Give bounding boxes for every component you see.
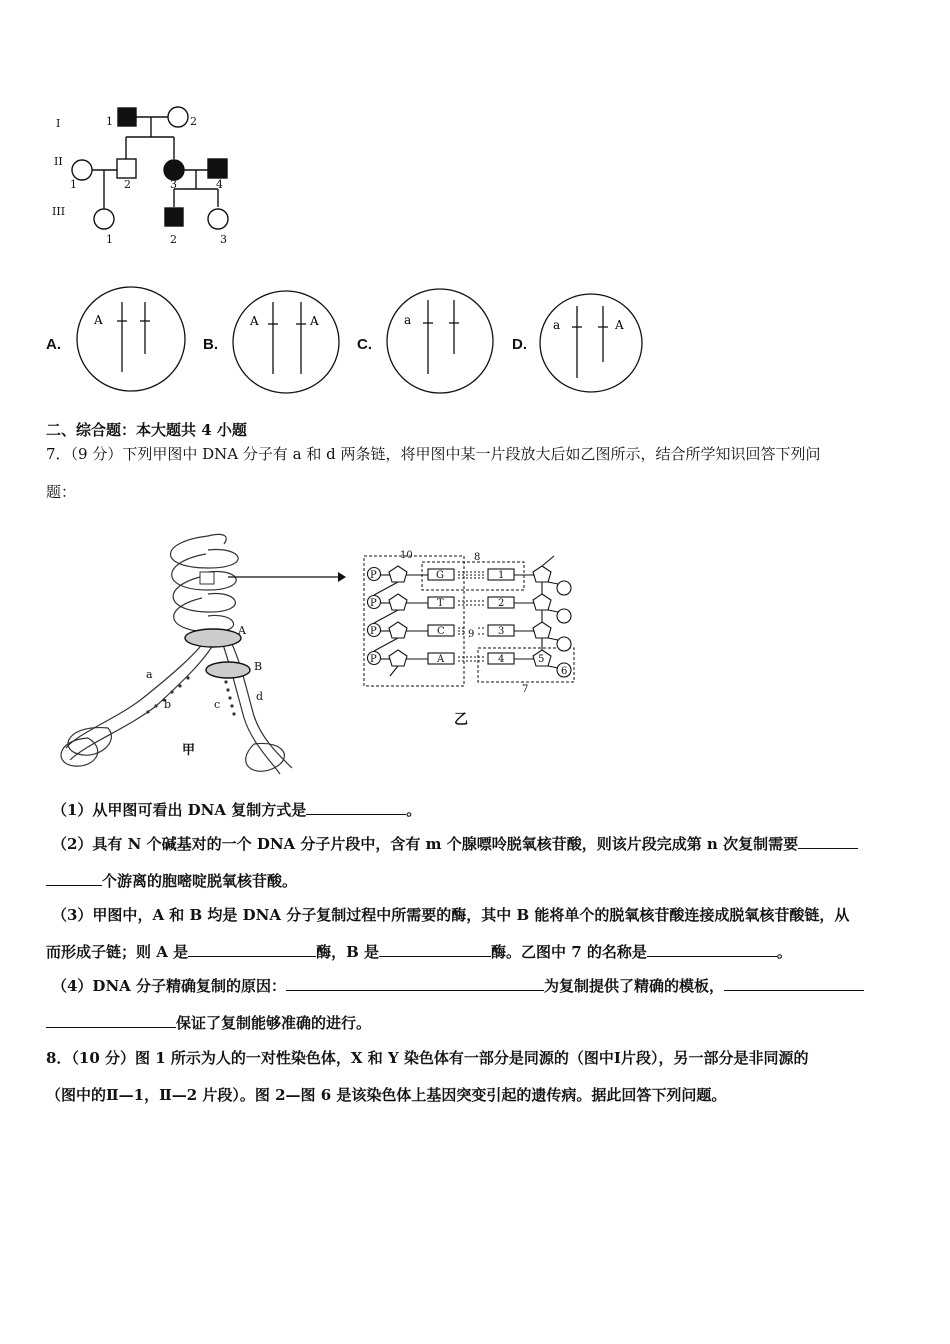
label-5: 5 — [538, 654, 545, 665]
q7-sub2-line2 — [46, 870, 297, 892]
gen2-female-1 — [72, 160, 92, 180]
gen3-num-2: 2 — [170, 233, 177, 246]
figure-yi-dna-fragment — [360, 548, 590, 728]
figure-yi-label: 乙 — [454, 712, 468, 728]
q7-sub4-blank-a[interactable] — [286, 975, 544, 991]
q7-sub3-line2 — [46, 941, 792, 963]
option-b-cell-diagram[interactable] — [230, 288, 342, 396]
section-title: 二、综合题：本大题共 4 小题 — [46, 421, 247, 439]
q7-sub2-blank-a[interactable] — [798, 833, 858, 849]
q7-sub3-line1: （3）甲图中，A 和 B 均是 DNA 分子复制过程中所需要的酶，其中 B 能将单个的脱氧核苷酸连接成脱氧核苷酸链，从 — [52, 906, 850, 924]
q7-sub3-blank-b[interactable] — [379, 941, 491, 957]
q7-sub4-text-2: 为复制提供了精确的模板， — [544, 977, 725, 995]
q7-sub4-text-3: 保证了复制能够准确的进行。 — [176, 1014, 372, 1032]
gen2-num-3: 3 — [170, 178, 177, 191]
q7-intro-line1: 7．（9 分）下列甲图中 DNA 分子有 a 和 d 两条链，将甲图中某一片段放大后如乙图所示，结合所学知识回答下列问 — [46, 445, 821, 463]
pedigree-chart — [40, 95, 260, 250]
base-g: G — [436, 570, 444, 581]
gen1-male-affected — [118, 108, 136, 126]
option-d-left-allele: a — [553, 318, 561, 332]
option-d-cell-diagram[interactable] — [537, 290, 645, 396]
gen1-num-1: 1 — [106, 115, 113, 128]
label-10: 10 — [400, 550, 413, 561]
q7-sub4-blank-b[interactable] — [724, 975, 864, 991]
option-d-right-allele: A — [615, 318, 624, 332]
q7-sub2-line1 — [52, 833, 858, 855]
option-b-left-allele: A — [250, 314, 259, 328]
base-c: C — [437, 626, 445, 637]
q7-sub4-line2 — [46, 1012, 371, 1034]
gen2-female-3-affected — [164, 160, 184, 180]
q7-sub2-text-a: （2）具有 N 个碱基对的一个 DNA 分子片段中，含有 m 个腺嘌呤脱氧核苷酸，则该片段完成第 n 次复制需要 — [52, 835, 799, 853]
q8-line2: （图中的Ⅱ—1，Ⅱ—2 片段）。图 2—图 6 是该染色体上基因突变引起的遗传病。据此回答下列问题。 — [46, 1086, 727, 1104]
q7-sub2-text-b: 个游离的胞嘧啶脱氧核苷酸。 — [102, 872, 298, 890]
option-a-left-allele: A — [94, 313, 103, 327]
q7-sub3-text-2: 酶，B 是 — [316, 943, 379, 961]
q7-sub4-line1 — [52, 975, 864, 997]
label-1: 1 — [498, 570, 505, 581]
phosphate-2: P — [370, 598, 377, 609]
base-t: T — [437, 598, 444, 609]
gen3-num-1: 1 — [106, 233, 113, 246]
option-b-label[interactable]: B. — [203, 336, 218, 353]
q7-sub1-text: （1）从甲图可看出 DNA 复制方式是 — [52, 801, 307, 819]
label-3: 3 — [498, 626, 505, 637]
q7-sub1-blank[interactable] — [306, 799, 406, 815]
gen2-male-2 — [117, 159, 136, 178]
gen-label-iii: III — [52, 205, 66, 218]
gen1-num-2: 2 — [190, 115, 197, 128]
label-6: 6 — [561, 666, 568, 677]
phosphate-4: P — [370, 654, 377, 665]
q7-sub3-text-1: 而形成子链；则 A 是 — [46, 943, 189, 961]
label-8: 8 — [474, 552, 481, 563]
q7-sub1-end: 。 — [406, 801, 422, 819]
option-a-label[interactable]: A. — [46, 336, 61, 353]
phosphate-1: P — [370, 570, 377, 581]
enzyme-b-label: B — [254, 660, 263, 673]
gen-label-ii: II — [54, 155, 63, 168]
option-a-cell-diagram[interactable] — [74, 284, 188, 394]
option-c-label[interactable]: C. — [357, 336, 372, 353]
gen3-female-3 — [208, 209, 228, 229]
q7-sub4-blank-c[interactable] — [46, 1012, 176, 1028]
label-4: 4 — [498, 654, 505, 665]
q7-sub2-blank-b[interactable] — [46, 870, 102, 886]
figure-jia-replication-fork — [48, 528, 338, 780]
label-9: 9 — [468, 629, 475, 640]
q7-sub3-blank-a[interactable] — [188, 941, 316, 957]
gen2-num-1: 1 — [70, 178, 77, 191]
q7-sub3-blank-c[interactable] — [647, 941, 777, 957]
base-a: A — [437, 654, 445, 665]
strand-d-label: d — [256, 690, 264, 703]
gen2-male-4-affected — [208, 159, 227, 178]
option-b-right-allele: A — [310, 314, 319, 328]
option-d-label[interactable]: D. — [512, 336, 527, 353]
gen2-num-2: 2 — [124, 178, 131, 191]
gen-label-i: I — [56, 117, 61, 130]
strand-b-label: b — [164, 698, 172, 711]
gen3-num-3: 3 — [220, 233, 227, 246]
figure-jia-label: 甲 — [182, 743, 196, 758]
q7-sub3-text-4: 。 — [776, 943, 792, 961]
option-c-left-allele: a — [404, 313, 412, 327]
phosphate-3: P — [370, 626, 377, 637]
q7-sub3-text-3: 酶。乙图中 7 的名称是 — [491, 943, 647, 961]
enlarge-arrow — [226, 570, 348, 584]
gen3-female-1 — [94, 209, 114, 229]
gen3-male-2-affected — [165, 208, 183, 226]
gen1-female — [168, 107, 188, 127]
q7-sub4-text-1: （4）DNA 分子精确复制的原因： — [52, 977, 287, 995]
option-c-cell-diagram[interactable] — [384, 286, 496, 396]
q7-intro-line2: 题： — [46, 483, 77, 501]
enzyme-a-label: A — [238, 624, 246, 637]
gen2-num-4: 4 — [216, 178, 223, 191]
label-2: 2 — [498, 598, 505, 609]
strand-c-label: c — [214, 698, 221, 711]
q7-sub1 — [52, 799, 421, 821]
q8-line1: 8．（10 分）图 1 所示为人的一对性染色体，X 和 Y 染色体有一部分是同源的（图中Ⅰ片段），另一部分是非同源的 — [46, 1049, 809, 1067]
strand-a-label: a — [146, 668, 153, 681]
label-7: 7 — [522, 684, 529, 695]
